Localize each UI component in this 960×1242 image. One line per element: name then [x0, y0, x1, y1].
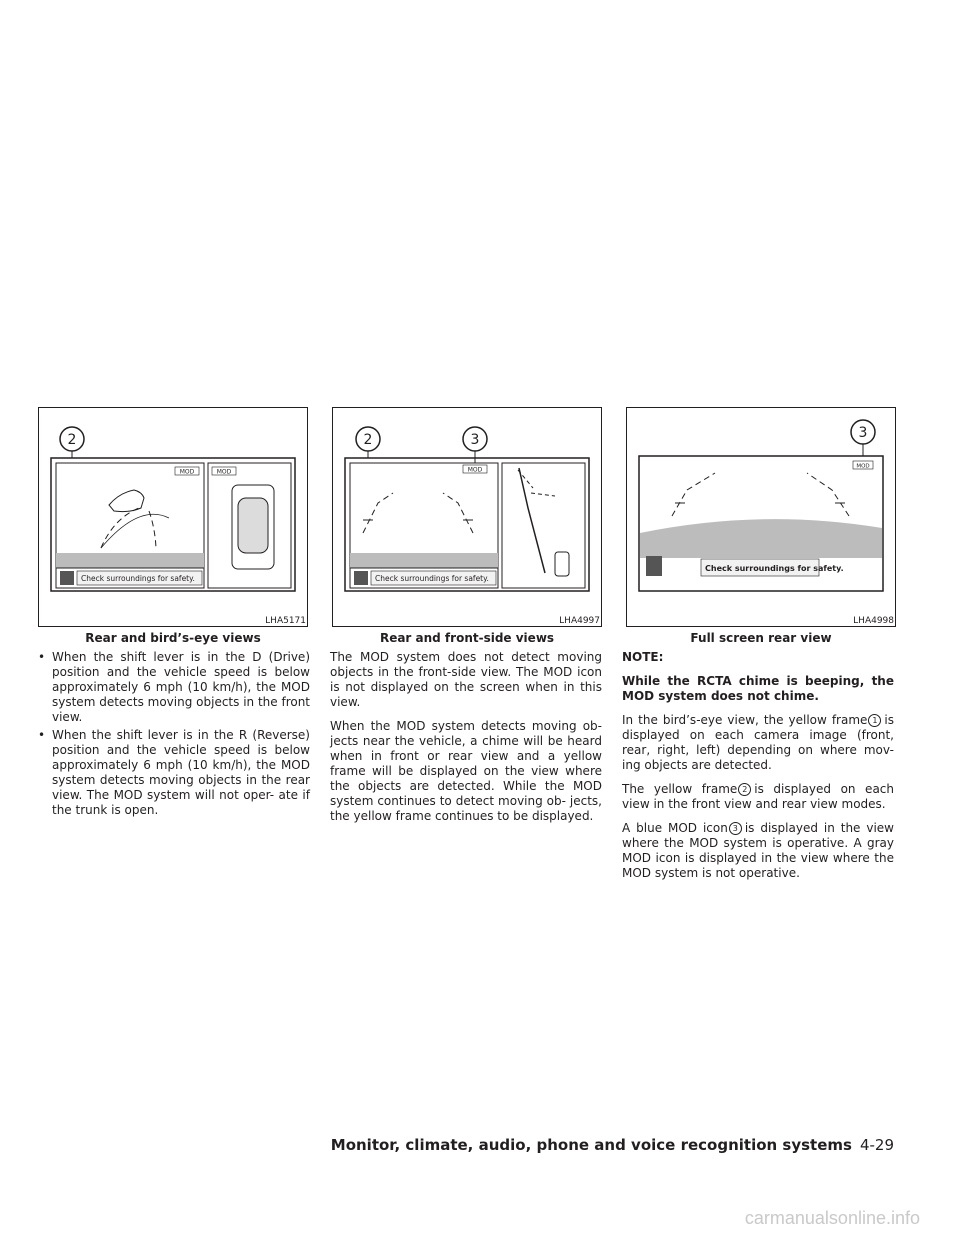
- rear-birdseye-illustration: [39, 408, 307, 626]
- note-text: While the RCTA chime is beeping, the MOD system does not chime.: [622, 674, 894, 703]
- figure-code: LHA4998: [853, 616, 894, 626]
- page-footer: [331, 1136, 894, 1154]
- middle-column: [330, 650, 602, 833]
- bullet-marker: •: [38, 650, 46, 664]
- full-rear-illustration: [627, 408, 895, 626]
- ref-circle-1: 1: [868, 714, 881, 727]
- callout-3: 3: [858, 425, 868, 441]
- paragraph: The yellow frame 2 is displayed on each view in the front view and rear view modes.: [622, 782, 894, 811]
- bullet-item: [38, 728, 310, 818]
- rear-frontside-illustration: [333, 408, 601, 626]
- paragraph: A blue MOD icon 3 is displayed in the view where the MOD system is operative. A gray MOD icon is displayed in the view where the MOD system is not operative.: [622, 821, 894, 880]
- ref-circle-3: 3: [729, 822, 742, 835]
- callout-3: 3: [470, 432, 480, 448]
- figure-full-rear: [626, 407, 896, 627]
- note-title: NOTE:: [622, 650, 664, 664]
- svg-text:Check surroundings for safety.: Check surroundings for safety.: [705, 564, 844, 573]
- paragraph: In the bird’s-eye view, the yellow frame 1 is displayed on each camera image (front, rear, right, left) depending on where mov- ing objects are detected.: [622, 713, 894, 772]
- bullet-text: When the shift lever is in the R (Reverse) position and the vehicle speed is below approximately 6 mph (10 km/h), the MOD system detects moving objects in the rear view. The MOD system will not oper- ate if the trunk is open.: [52, 728, 310, 817]
- figure-rear-frontside: [332, 407, 602, 627]
- figure-rear-birdseye: [38, 407, 308, 627]
- svg-text:MOD: MOD: [216, 468, 232, 476]
- paragraph: When the MOD system detects moving ob- jects near the vehicle, a chime will be heard when in front or rear view and a yellow frame will be displayed on the view where the objects are detected. While the MOD system continues to detect moving ob- jects, the yellow frame continues to be displayed.: [330, 719, 602, 823]
- figure-code: LHA4997: [559, 616, 600, 626]
- right-column: [622, 650, 894, 890]
- section-title: Monitor, climate, audio, phone and voice recognition systems: [330, 1136, 852, 1154]
- svg-text:Check surroundings for safety.: Check surroundings for safety.: [81, 574, 195, 583]
- paragraph: The MOD system does not detect moving objects in the front-side view. The MOD icon is not displayed on the screen when in this view.: [330, 650, 602, 709]
- left-column: [38, 650, 310, 821]
- svg-text:Check surroundings for safety.: Check surroundings for safety.: [375, 574, 489, 583]
- bullet-text: When the shift lever is in the D (Drive) position and the vehicle speed is below approximately 6 mph (10 km/h), the MOD system detects moving objects in the front view.: [52, 650, 311, 724]
- callout-2: 2: [363, 432, 373, 448]
- svg-text:MOD: MOD: [467, 466, 483, 474]
- page-number: 4-29: [859, 1136, 894, 1154]
- watermark[interactable]: carmanualsonline.info: [744, 1208, 920, 1228]
- ref-circle-2: 2: [738, 783, 751, 796]
- figure-caption: Full screen rear view: [690, 631, 832, 645]
- figure-code: LHA5171: [265, 616, 306, 626]
- svg-text:MOD: MOD: [856, 463, 870, 470]
- figure-caption: Rear and front-side views: [379, 631, 555, 645]
- figure-caption: Rear and bird’s-eye views: [85, 631, 261, 645]
- callout-2: 2: [67, 432, 77, 448]
- svg-text:MOD: MOD: [179, 468, 195, 476]
- bullet-item: [38, 650, 310, 725]
- bullet-marker: •: [38, 728, 46, 742]
